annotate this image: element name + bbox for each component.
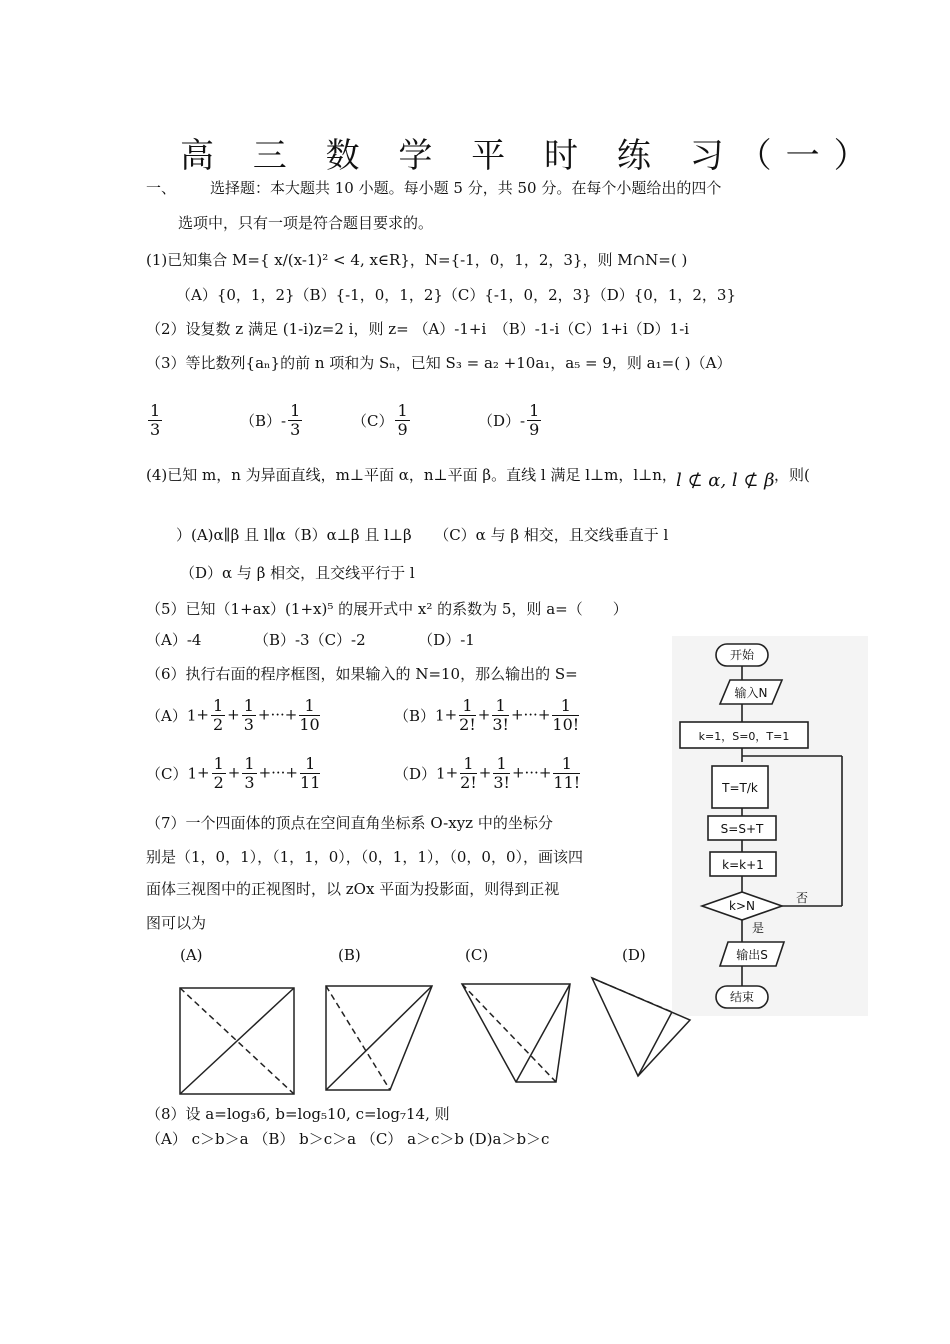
q4-options-1: ）(A)α∥β 且 l∥α（B）α⊥β 且 l⊥β （C）α 与 β 相交，且交线垂直于 l xyxy=(176,526,669,544)
flow-init-label: k=1，S=0，T=1 xyxy=(698,730,790,743)
q5-options: （A）-4 （B）-3（C）-2 （D）-1 xyxy=(146,631,475,649)
flow-step-s-label: S=S+T xyxy=(720,822,764,836)
q6-option-b: （B）1+ $\frac{1}{2!}$ + $\frac{1}{3!}$ +···+ $\frac{1}{10!}$ xyxy=(394,696,580,734)
q7-line-2: 别是（1，0，1），（1，1，0），（0，1，1），（0，0，0），画该四 xyxy=(146,848,584,866)
q3-option-b: （B）- $\frac{1}{3}$ xyxy=(240,401,301,439)
q4-stem: (4)已知 m，n 为异面直线，m⊥平面 α，n⊥平面 β。直线 l 满足 l⊥m，l⊥n， xyxy=(146,466,677,484)
q7-label-b: (B) xyxy=(338,946,361,964)
page-title: 高 三 数 学 平 时 练 习（一） xyxy=(180,136,882,176)
flow-yes-label: 是 xyxy=(752,921,765,935)
flow-step-t-label: T=T/k xyxy=(722,781,758,795)
q7-line-1: （7）一个四面体的顶点在空间直角坐标系 O-xyz 中的坐标分 xyxy=(146,814,553,832)
flow-start-label: 开始 xyxy=(729,648,755,662)
q3-option-d: （D）- $\frac{1}{9}$ xyxy=(478,401,540,439)
q3-option-a: $\frac{1}{3}$ xyxy=(150,401,161,439)
q8-options: （A） c＞b＞a （B） b＞c＞a （C） a＞c＞b (D)a＞b＞c xyxy=(146,1130,550,1148)
q7-view-b xyxy=(320,978,440,1098)
q6-stem: （6）执行右面的程序框图，如果输入的 N=10，那么输出的 S= xyxy=(146,665,578,683)
q3-option-c: （C） $\frac{1}{9}$ xyxy=(352,401,408,439)
section-number: 一、 xyxy=(146,179,177,197)
q7-label-c: (C) xyxy=(465,946,489,964)
q7-label-d: (D) xyxy=(622,946,646,964)
q8-stem: （8）设 a=log₃6, b=log₅10, c=log₇14, 则 xyxy=(146,1105,450,1123)
q7-label-a: (A) xyxy=(180,946,203,964)
q6-option-a: （A）1+ $\frac{1}{2}$ + $\frac{1}{3}$ +···+ $\frac{1}{10}$ xyxy=(146,696,320,734)
q7-view-a xyxy=(176,985,300,1099)
flow-condition-label: k>N xyxy=(729,899,755,913)
q4-options-2: （D）α 与 β 相交，且交线平行于 l xyxy=(180,564,415,582)
q1-stem: (1)已知集合 M={ x/(x-1)² < 4, x∈R}，N={-1，0，1，2，3}，则 M∩N=( ) xyxy=(146,251,688,269)
q3-stem: （3）等比数列{aₙ}的前 n 项和为 Sₙ，已知 S₃ = a₂ +10a₁，a₅ = 9，则 a₁=( )（A） xyxy=(146,354,732,372)
q6-option-d: （D）1+ $\frac{1}{2!}$ + $\frac{1}{3!}$ +···+ $\frac{1}{11!}$ xyxy=(394,754,581,792)
flow-output-label: 输出S xyxy=(736,948,768,962)
q7-line-4: 图可以为 xyxy=(146,914,207,932)
program-flowchart xyxy=(672,636,868,1016)
section-line-2: 选项中，只有一项是符合题目要求的。 xyxy=(178,214,434,232)
q2-stem: （2）设复数 z 满足 (1-i)z=2 i，则 z= （A）-1+i （B）-1-i（C）1+i（D）1-i xyxy=(146,320,690,338)
q7-view-d xyxy=(588,972,698,1082)
q3-options xyxy=(146,402,164,439)
flow-no-label: 否 xyxy=(796,891,809,905)
flow-end-label: 结束 xyxy=(729,990,755,1004)
section-line-1: 选择题：本大题共 10 小题。每小题 5 分，共 50 分。在每个小题给出的四个 xyxy=(210,179,722,197)
flow-step-k-label: k=k+1 xyxy=(722,858,764,872)
q5-stem: （5）已知（1+ax）(1+x)⁵ 的展开式中 x² 的系数为 5，则 a=（ ） xyxy=(146,600,628,618)
q1-options: （A）{0，1，2}（B）{-1，0，1，2}（C）{-1，0，2，3}（D）{0，1，2，3} xyxy=(176,286,736,304)
q7-line-3: 面体三视图中的正视图时，以 zOx 平面为投影面，则得到正视 xyxy=(146,880,560,898)
q4-tail: ，则( xyxy=(774,466,810,484)
q7-view-c xyxy=(458,978,578,1088)
q6-option-c: （C）1+ $\frac{1}{2}$ + $\frac{1}{3}$ +···+ $\frac{1}{11}$ xyxy=(146,754,321,792)
flow-input-label: 输入N xyxy=(734,686,768,700)
q4-formula: l ⊄ α, l ⊄ β xyxy=(676,470,775,491)
